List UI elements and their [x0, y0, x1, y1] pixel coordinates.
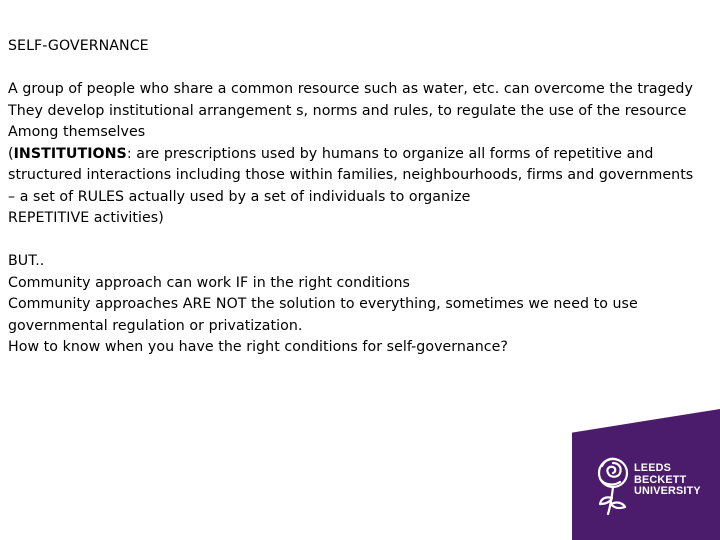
spacer — [8, 230, 714, 252]
definition-line — [8, 144, 714, 166]
wordmark-university: UNIVERSITY — [634, 485, 701, 498]
university-wordmark — [634, 463, 701, 498]
body-line: Community approach can work IF in the right conditions — [8, 274, 410, 291]
body-line: BUT.. — [8, 253, 45, 269]
wordmark-leeds: LEEDS — [634, 462, 671, 474]
definition-line: structured interactions including those within families, neighbourhoods, firms and governments — [8, 167, 694, 183]
body-line: governmental regulation or privatization. — [8, 317, 303, 334]
definition-line: – a set of RULES actually used by a set of individuals to organize — [8, 188, 471, 205]
body-line: Community approaches ARE NOT the solution to everything, sometimes we need to use — [8, 296, 638, 312]
body-line: Among themselves — [8, 124, 146, 140]
spacer — [8, 58, 714, 80]
body-line: A group of people who share a common resource such as water, etc. can overcome the tragedy — [8, 81, 693, 97]
body-line: How to know when you have the right conditions for self-governance? — [8, 339, 508, 355]
slide-title: SELF-GOVERNANCE — [8, 38, 149, 54]
definition-text: : are prescriptions used by humans to organize all forms of repetitive and — [126, 145, 654, 162]
slide-body — [8, 36, 714, 359]
wordmark-beckett: BECKETT — [634, 473, 687, 486]
definition-line: REPETITIVE activities) — [8, 210, 164, 226]
definition-term: INSTITUTIONS — [13, 145, 127, 162]
rose-icon — [592, 452, 636, 518]
definition-open: ( — [8, 145, 14, 162]
body-line: They develop institutional arrangement s, norms and rules, to regulate the use of the resource — [8, 102, 687, 119]
